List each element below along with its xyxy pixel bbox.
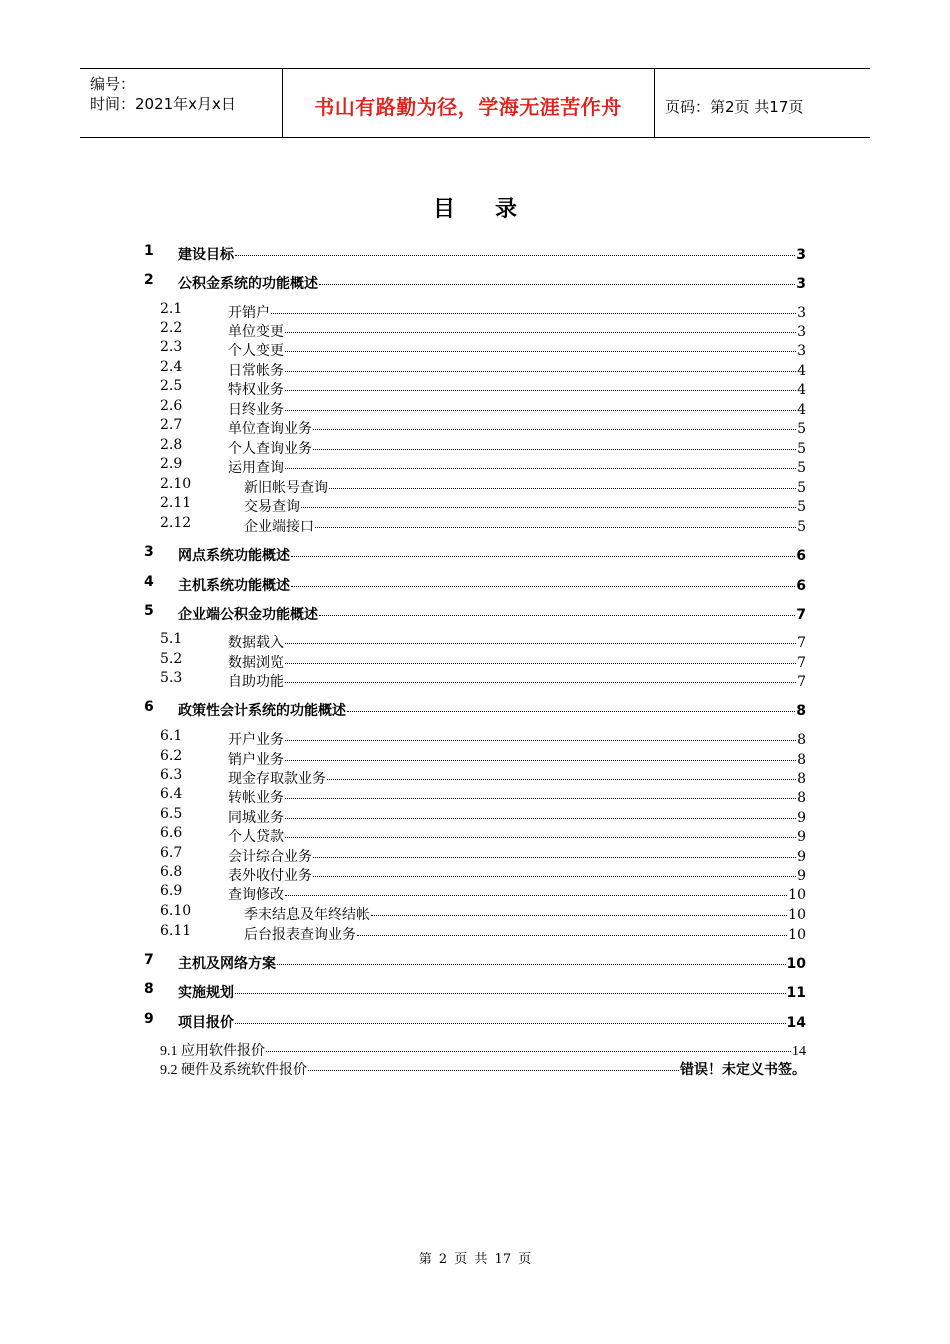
toc-entry-number: 2.8 <box>160 437 183 453</box>
toc-entry[interactable] <box>160 338 806 359</box>
toc-leader-dots <box>319 599 795 616</box>
toc-title: 目录 <box>432 197 557 222</box>
toc-leader-dots <box>285 452 796 469</box>
toc-entry[interactable] <box>160 514 806 535</box>
toc-leader-dots <box>291 570 795 587</box>
toc-entry-page: 4 <box>797 402 806 418</box>
toc-entry[interactable] <box>160 377 806 398</box>
toc-entry-title: 单位变更 <box>228 324 284 340</box>
header-page-info: 页码：第2页 共17页 <box>665 98 804 116</box>
toc-entry-number: 2.9 <box>160 456 183 472</box>
toc-leader-dots <box>285 802 796 819</box>
toc-leader-dots <box>319 268 795 285</box>
toc-entry-number: 6.1 <box>160 728 183 744</box>
toc-entry-number: 6.2 <box>160 748 183 764</box>
toc-entry[interactable] <box>160 630 806 651</box>
toc-entry-page: 3 <box>797 343 806 359</box>
toc-entry[interactable] <box>160 669 806 690</box>
toc-entry-title: 交易查询 <box>244 499 300 515</box>
toc-entry-page: 9 <box>797 829 806 845</box>
toc-entry-page: 9 <box>797 810 806 826</box>
toc-leader-dots <box>313 413 796 430</box>
toc-entry[interactable] <box>144 1010 806 1031</box>
toc-entry-title: 数据浏览 <box>228 655 284 671</box>
toc-entry[interactable] <box>160 1057 806 1078</box>
header-time-label: 时间：2021年x月x日 <box>90 95 236 113</box>
toc-entry-title: 建设目标 <box>178 247 234 263</box>
toc-entry-page: 3 <box>797 324 806 340</box>
toc-leader-dots <box>285 666 796 683</box>
toc-leader-dots <box>313 841 796 858</box>
toc-entry-page: 5 <box>797 421 806 437</box>
toc-entry-title: 同城业务 <box>228 810 284 826</box>
toc-entry-number: 8 <box>144 981 154 997</box>
toc-entry-title: 运用查询 <box>228 460 284 476</box>
toc-entry-page: 8 <box>796 703 806 719</box>
toc-entry-page: 5 <box>797 499 806 515</box>
toc-entry-title: 自助功能 <box>228 674 284 690</box>
toc-entry[interactable] <box>160 455 806 476</box>
toc-entry-page: 7 <box>797 674 806 690</box>
toc-entry-title: 现金存取款业务 <box>228 771 326 787</box>
toc-entry-page: 错误！未定义书签。 <box>680 1063 806 1078</box>
toc-entry-title: 公积金系统的功能概述 <box>178 276 318 292</box>
toc-entry-title: 日终业务 <box>228 402 284 418</box>
toc-leader-dots <box>235 977 786 994</box>
toc-entry-title: 查询修改 <box>228 887 284 903</box>
toc-entry-number: 2.7 <box>160 417 183 433</box>
toc-entry-number: 2.10 <box>160 476 192 492</box>
toc-entry-number: 2.11 <box>160 495 192 511</box>
toc-leader-dots <box>285 394 796 411</box>
toc-entry-page: 7 <box>797 635 806 651</box>
toc-entry-number: 2.2 <box>160 320 183 336</box>
toc-entry-number: 2.1 <box>160 301 183 317</box>
toc-entry-number: 6.4 <box>160 786 183 802</box>
toc-entry[interactable] <box>160 494 806 515</box>
toc-entry-number: 5.2 <box>160 651 183 667</box>
toc-entry-number: 6.3 <box>160 767 183 783</box>
toc-entry-page: 14 <box>786 1015 806 1031</box>
toc-entry-number: 2.4 <box>160 359 183 375</box>
toc-leader-dots <box>285 355 796 372</box>
toc-entry-title: 主机及网络方案 <box>178 956 276 972</box>
toc-leader-dots <box>277 948 786 965</box>
header-number-label: 编号： <box>90 75 136 93</box>
toc-leader-dots <box>285 744 796 761</box>
toc-entry-number: 7 <box>144 952 154 968</box>
toc-entry[interactable] <box>160 882 806 903</box>
toc-entry[interactable] <box>144 242 806 263</box>
toc-leader-dots <box>315 511 796 528</box>
toc-entry-page: 5 <box>797 519 806 535</box>
toc-entry-title: 表外收付业务 <box>228 868 312 884</box>
toc-entry[interactable] <box>144 573 806 594</box>
toc-entry-number: 2.6 <box>160 398 183 414</box>
toc-entry-title: 个人查询业务 <box>228 441 312 457</box>
toc-leader-dots <box>235 239 795 256</box>
toc-entry-page: 5 <box>797 460 806 476</box>
toc-entry-number: 2.5 <box>160 378 183 394</box>
toc-entry-title: 季末结息及年终结帐 <box>244 907 370 923</box>
toc-leader-dots <box>235 1007 786 1024</box>
toc-entry-page: 9 <box>797 868 806 884</box>
toc-entry-title: 9.2 硬件及系统软件报价 <box>160 1063 307 1078</box>
toc-entry-number: 1 <box>144 243 154 259</box>
toc-entry-number: 6.8 <box>160 864 183 880</box>
toc-entry-number: 2.3 <box>160 339 183 355</box>
toc-leader-dots <box>347 695 795 712</box>
toc-entry-title: 转帐业务 <box>228 790 284 806</box>
toc-entry-number: 6.9 <box>160 883 183 899</box>
toc-leader-dots <box>285 627 796 644</box>
toc-entry-title: 9.1 应用软件报价 <box>160 1044 265 1059</box>
toc-leader-dots <box>271 297 796 314</box>
toc-entry[interactable] <box>160 416 806 437</box>
toc-entry-page: 8 <box>797 771 806 787</box>
toc-entry[interactable] <box>160 922 806 943</box>
toc-entry-title: 企业端公积金功能概述 <box>178 607 318 623</box>
page-footer: 第 2 页 共 17 页 <box>418 1252 532 1267</box>
toc-entry-title: 单位查询业务 <box>228 421 312 437</box>
toc-leader-dots <box>285 335 796 352</box>
toc-entry-page: 10 <box>788 907 806 923</box>
toc-entry-title: 个人贷款 <box>228 829 284 845</box>
toc-entry-page: 6 <box>796 548 806 564</box>
header-left-cell <box>80 69 283 137</box>
toc-entry-number: 6 <box>144 699 154 715</box>
toc-entry-page: 10 <box>788 927 806 943</box>
toc-entry-number: 6.11 <box>160 923 192 939</box>
toc-entry-page: 10 <box>786 956 806 972</box>
toc-entry-number: 5 <box>144 603 154 619</box>
toc-leader-dots <box>301 491 796 508</box>
toc-entry[interactable] <box>144 951 806 972</box>
toc-entry-page: 9 <box>797 849 806 865</box>
toc-entry-page: 10 <box>788 887 806 903</box>
toc-leader-dots <box>285 821 796 838</box>
toc-entry-title: 主机系统功能概述 <box>178 578 290 594</box>
toc-leader-dots <box>308 1054 679 1071</box>
toc-entry[interactable] <box>160 824 806 845</box>
toc-entry-title: 后台报表查询业务 <box>244 927 356 943</box>
toc-entry-page: 8 <box>797 732 806 748</box>
toc-entry-title: 网点系统功能概述 <box>178 548 290 564</box>
toc-entry-page: 5 <box>797 480 806 496</box>
toc-entry-page: 4 <box>797 382 806 398</box>
toc-entry-page: 3 <box>796 276 806 292</box>
toc-leader-dots <box>285 782 796 799</box>
toc-entry-number: 5.3 <box>160 670 183 686</box>
toc-entry-title: 新旧帐号查询 <box>244 480 328 496</box>
toc-entry[interactable] <box>144 980 806 1001</box>
toc-entry-title: 项目报价 <box>178 1015 234 1031</box>
toc-entry-number: 2 <box>144 272 154 288</box>
toc-entry-page: 11 <box>786 985 806 1001</box>
toc-entry[interactable] <box>144 602 806 623</box>
toc-leader-dots <box>285 724 796 741</box>
toc-entry-title: 开户业务 <box>228 732 284 748</box>
toc-entry-page: 7 <box>796 607 806 623</box>
toc-entry-number: 2.12 <box>160 515 192 531</box>
toc-entry[interactable] <box>144 543 806 564</box>
toc-entry-page: 8 <box>797 752 806 768</box>
header-right-cell <box>655 69 870 137</box>
toc-entry-number: 3 <box>144 544 154 560</box>
header-motto: 书山有路勤为径，学海无涯苦作舟 <box>314 95 622 119</box>
toc-entry-title: 销户业务 <box>228 752 284 768</box>
toc-entry-page: 4 <box>797 363 806 379</box>
toc-entry-title: 特权业务 <box>228 382 284 398</box>
toc-entry-page: 3 <box>797 305 806 321</box>
toc-leader-dots <box>313 860 796 877</box>
toc-entry-title: 日常帐务 <box>228 363 284 379</box>
toc-entry[interactable] <box>144 271 806 292</box>
header-center-cell <box>282 69 655 137</box>
toc-entry-number: 6.10 <box>160 903 192 919</box>
toc-entry-title: 开销户 <box>228 305 270 321</box>
toc-leader-dots <box>329 472 796 489</box>
toc-entry-title: 企业端接口 <box>244 519 314 535</box>
toc-leader-dots <box>357 919 787 936</box>
page-header <box>80 68 870 138</box>
toc-leader-dots <box>266 1035 791 1052</box>
toc-entry[interactable] <box>160 785 806 806</box>
toc-entry-title: 数据载入 <box>228 635 284 651</box>
toc-leader-dots <box>285 879 787 896</box>
toc-leader-dots <box>327 763 796 780</box>
toc-entry-page: 5 <box>797 441 806 457</box>
toc-entry-title: 会计综合业务 <box>228 849 312 865</box>
toc-leader-dots <box>285 374 796 391</box>
toc-entry-page: 8 <box>797 790 806 806</box>
toc-entry-number: 6.7 <box>160 845 183 861</box>
toc-entry-number: 5.1 <box>160 631 183 647</box>
toc-entry-title: 政策性会计系统的功能概述 <box>178 703 346 719</box>
toc-entry[interactable] <box>144 698 806 719</box>
toc-entry-page: 7 <box>797 655 806 671</box>
toc-leader-dots <box>285 316 796 333</box>
toc-leader-dots <box>285 647 796 664</box>
toc-entry-page: 3 <box>796 247 806 263</box>
toc-entry-title: 实施规划 <box>178 985 234 1001</box>
toc-entry-number: 6.6 <box>160 825 183 841</box>
toc-entry-title: 个人变更 <box>228 343 284 359</box>
toc-entry-page: 14 <box>792 1044 806 1059</box>
toc-entry[interactable] <box>160 727 806 748</box>
toc-entry-number: 9 <box>144 1011 154 1027</box>
toc-entry-number: 6.5 <box>160 806 183 822</box>
toc-entry[interactable] <box>160 902 806 923</box>
toc-entry-number: 4 <box>144 574 154 590</box>
toc-entry-page: 6 <box>796 578 806 594</box>
toc-leader-dots <box>313 433 796 450</box>
toc-leader-dots <box>291 540 795 557</box>
toc-leader-dots <box>371 899 787 916</box>
